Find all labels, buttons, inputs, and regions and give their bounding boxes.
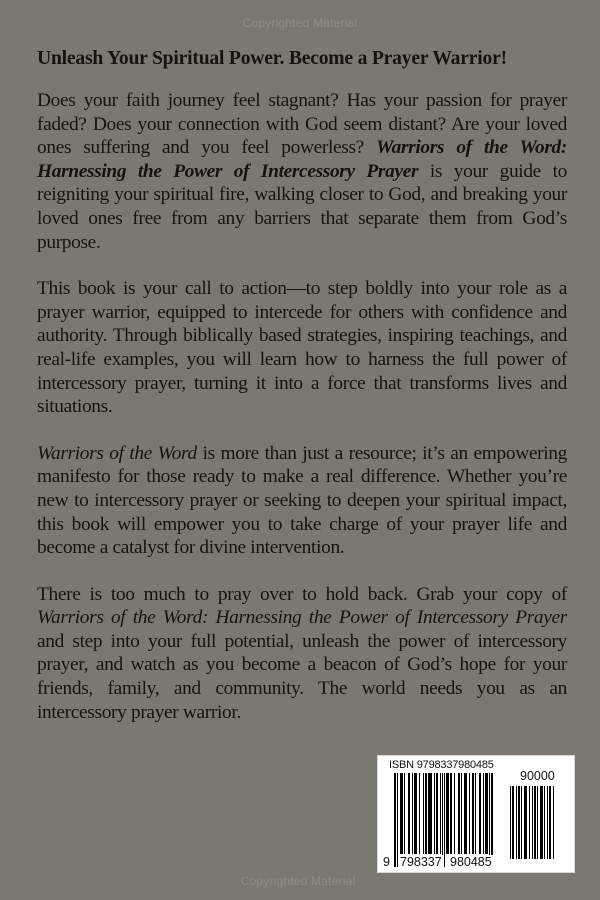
paragraph-3-text: is more than just a resource; it’s an empowering manifesto for those ready to make a real difference. Whether you’re new to intercessory prayer or seeking to deepen your spiritual impact, this book will empower you to take charge of your prayer life and become a catalyst for divine intervention.	[37, 442, 567, 559]
paragraph-2-text: This book is your call to action—to step boldly into your role as a prayer warrior, equipped to intercede for others with confidence and authority. Through biblically based strategies, inspiring teachings, and real-life examples, you will learn how to harness the full power of intercessory prayer, turning it into a force that transforms lives and situations.	[37, 278, 567, 418]
book-title-short-italic: Warriors of the Word	[37, 442, 197, 464]
back-cover-copy	[37, 48, 567, 747]
ean13-bars	[394, 773, 493, 867]
price-addon-digits: 90000	[520, 769, 555, 783]
price-addon-bars	[510, 786, 554, 859]
isbn-digit-group-left: 798337	[400, 855, 442, 869]
isbn-label: ISBN 9798337980485	[389, 759, 494, 771]
paragraph-2	[37, 277, 567, 419]
watermark-bottom: Copyrighted Material	[240, 874, 356, 888]
book-title-bold-italic: Warriors of the Word: Harnessing the Power of Intercessory Prayer	[37, 137, 568, 182]
isbn-digit-group-right: 980485	[450, 855, 492, 869]
headline: Unleash Your Spiritual Power. Become a Prayer Warrior!	[37, 48, 507, 69]
paragraph-4-text-a: There is too much to pray over to hold back. Grab your copy of	[37, 583, 567, 605]
paragraph-1	[37, 89, 567, 254]
book-title-italic: Warriors of the Word: Harnessing the Power of Intercessory Prayer	[37, 607, 567, 629]
paragraph-1-text-a: Does your faith journey feel stagnant? Has your passion for prayer faded? Does your connection with God seem distant? Are your loved ones suffering and you feel powerless?	[37, 90, 567, 159]
paragraph-4	[37, 583, 567, 725]
paragraph-1-text-b: is your guide to reigniting your spiritual fire, walking closer to God, and breaking your loved ones free from any barriers that separate them from God’s purpose.	[37, 160, 567, 253]
isbn-barcode	[377, 755, 575, 873]
paragraph-3	[37, 442, 567, 560]
paragraph-4-text-b: and step into your full potential, unleash the power of intercessory prayer, and watch as you become a beacon of God’s hope for your friends, family, and community. The world needs you as an intercessory prayer warrior.	[37, 630, 567, 723]
isbn-digit-prefix: 9	[383, 855, 390, 869]
watermark-top: Copyrighted Material	[242, 16, 358, 30]
